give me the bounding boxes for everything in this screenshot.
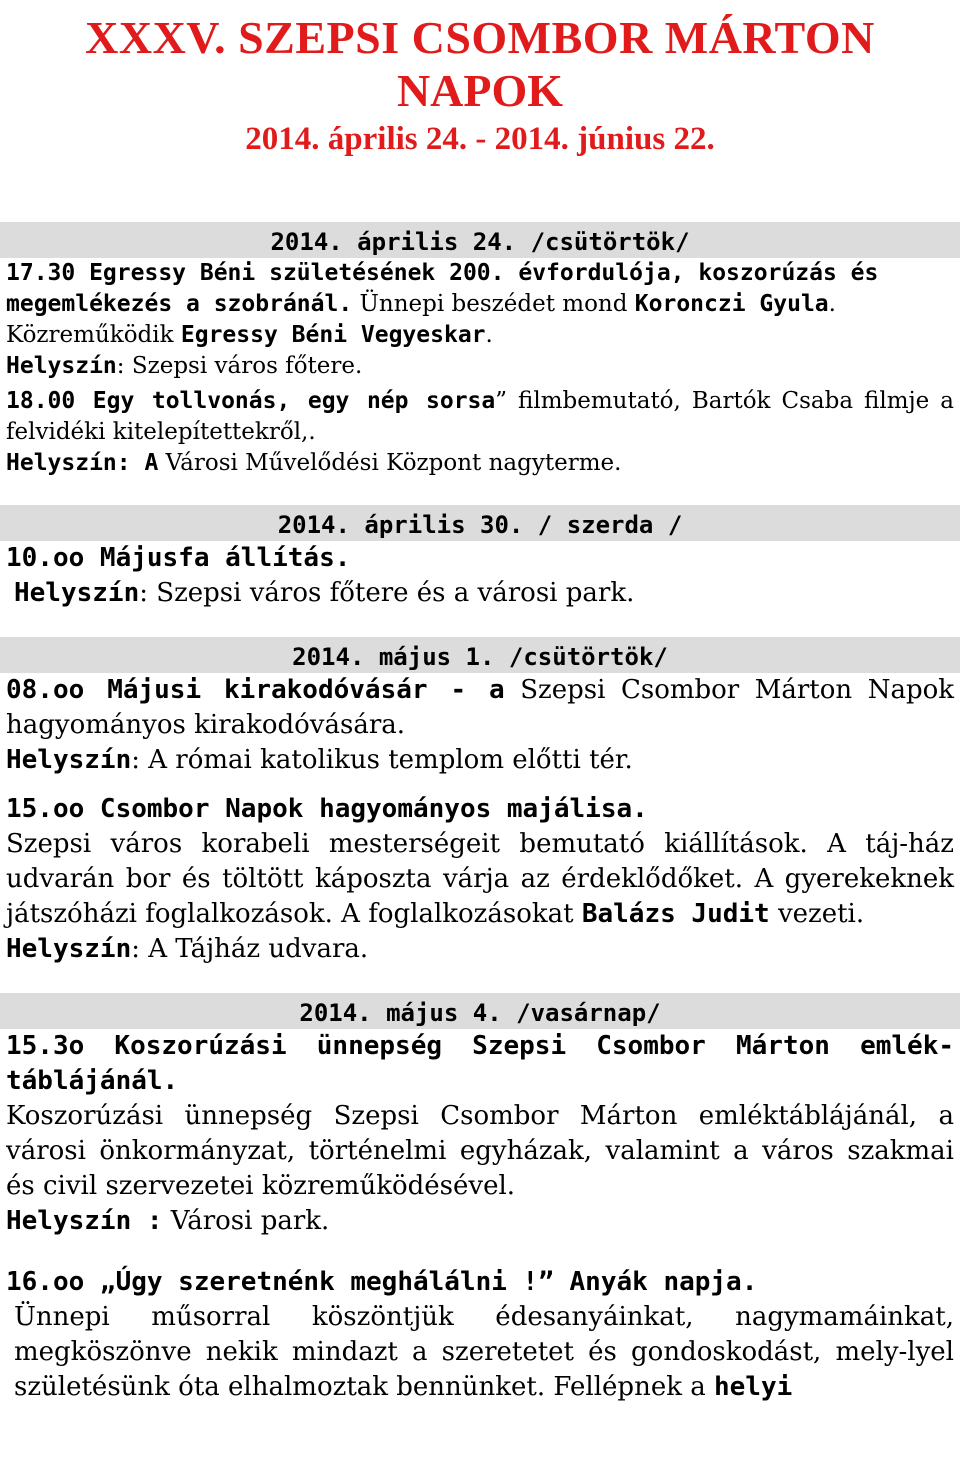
- location-text: : Szepsi város főtere.: [116, 353, 363, 379]
- event-text: Koszorúzási ünnepség Szepsi Csombor Márton emléktáblájánál, a városi önkormányzat, történelmi egyházak, valamint a város szakmai és civil szervezetei közreműködésével.: [6, 1101, 954, 1201]
- event-text: vezeti.: [769, 899, 865, 929]
- program-document: [0, 12, 960, 1461]
- day-header: 2014. május 4. /vasárnap/: [0, 993, 960, 1029]
- day-header: 2014. április 24. /csütörtök/: [0, 222, 960, 258]
- event-participants: [6, 320, 954, 351]
- event-text: .: [485, 322, 493, 348]
- location-text: : A római katolikus templom előtti tér.: [131, 745, 633, 775]
- event-description: [6, 673, 954, 743]
- location-text: Városi Művelődési Központ nagyterme.: [158, 450, 622, 476]
- location-text: : A Tájház udvara.: [131, 934, 369, 964]
- location-label: Helyszín: A: [6, 450, 159, 476]
- event-description: [6, 1029, 954, 1099]
- event-text: ” filmbemutató, Bartók Csaba filmje a felvidéki kitelepítettekről,.: [6, 388, 954, 445]
- event-title: 18.00 Egy tollvonás, egy nép sorsa: [6, 388, 496, 414]
- page-title: XXXV. SZEPSI CSOMBOR MÁRTON: [85, 12, 875, 63]
- day-header: 2014. április 30. / szerda /: [0, 505, 960, 541]
- event-text: Közreműködik: [6, 322, 181, 348]
- event-description: [6, 258, 954, 320]
- event-location: [6, 448, 954, 479]
- location-label: Helyszín: [14, 578, 140, 608]
- location-label: Helyszín: [6, 934, 132, 964]
- event-title: 15.oo Csombor Napok hagyományos majálisa.: [6, 794, 648, 824]
- location-label: Helyszín: [6, 745, 132, 775]
- event-text-block: [6, 1300, 954, 1405]
- event-description: [6, 386, 954, 448]
- event-title: 17.30 Egressy Béni születésének 200. évfordulója, koszorúzás és megemlékezés a szobránál.: [6, 260, 879, 317]
- event-description: [6, 792, 954, 827]
- event-title: 08.oo Májusi kirakodóvásár - a: [6, 675, 505, 705]
- date-range: 2014. április 24. - 2014. június 22.: [245, 121, 715, 157]
- event-text: Szepsi város korabeli mesterségeit bemutató kiállítások. A táj-ház udvarán bor és töltött káposzta várja az érdeklődőket. A gyerekeknek játszóházi foglalkozások. A foglalkozásokat: [6, 829, 954, 929]
- page-title-line2: NAPOK: [396, 65, 564, 116]
- day-header: 2014. május 1. /csütörtök/: [0, 637, 960, 673]
- person-name: Balázs Judit: [581, 899, 770, 929]
- event-location: [6, 743, 954, 778]
- event-text-bold: helyi: [714, 1372, 793, 1402]
- event-description: [6, 541, 954, 576]
- event-location: [6, 1204, 954, 1239]
- event-description: [6, 1265, 954, 1300]
- event-text-block: [6, 1099, 954, 1204]
- event-location: [6, 932, 954, 967]
- location-text: Városi park.: [162, 1206, 330, 1236]
- event-text-block: [6, 827, 954, 932]
- event-location: [6, 351, 954, 382]
- location-label: Helyszín :: [6, 1206, 163, 1236]
- event-text: Szepsi Csombor Márton Napok hagyományos kirakodóvására.: [6, 675, 954, 740]
- event-text: Ünnepi műsorral köszöntjük édesanyáinkat, nagymamáinkat, megköszönve nekik mindazt a szeretetet és gondoskodást, mely-lyel születésünk óta elhalmoztak bennünket. Fellépnek a: [14, 1302, 954, 1402]
- event-title: 10.oo Májusfa állítás.: [6, 543, 351, 573]
- location-text: : Szepsi város főtere és a városi park.: [139, 578, 635, 608]
- ensemble-name: Egressy Béni Vegyeskar: [180, 322, 486, 348]
- event-title: 16.oo „Úgy szeretnénk meghálálni !” Anyák napja.: [6, 1267, 758, 1297]
- event-text: Ünnepi beszédet mond: [352, 291, 635, 317]
- event-location: [6, 576, 954, 611]
- event-text: .: [828, 291, 836, 317]
- event-title: 15.3o Koszorúzási ünnepség Szepsi Csombor Márton emlék-táblájánál.: [6, 1031, 954, 1096]
- location-label: Helyszín: [6, 353, 117, 379]
- speaker-name: Koronczi Gyula: [634, 291, 829, 317]
